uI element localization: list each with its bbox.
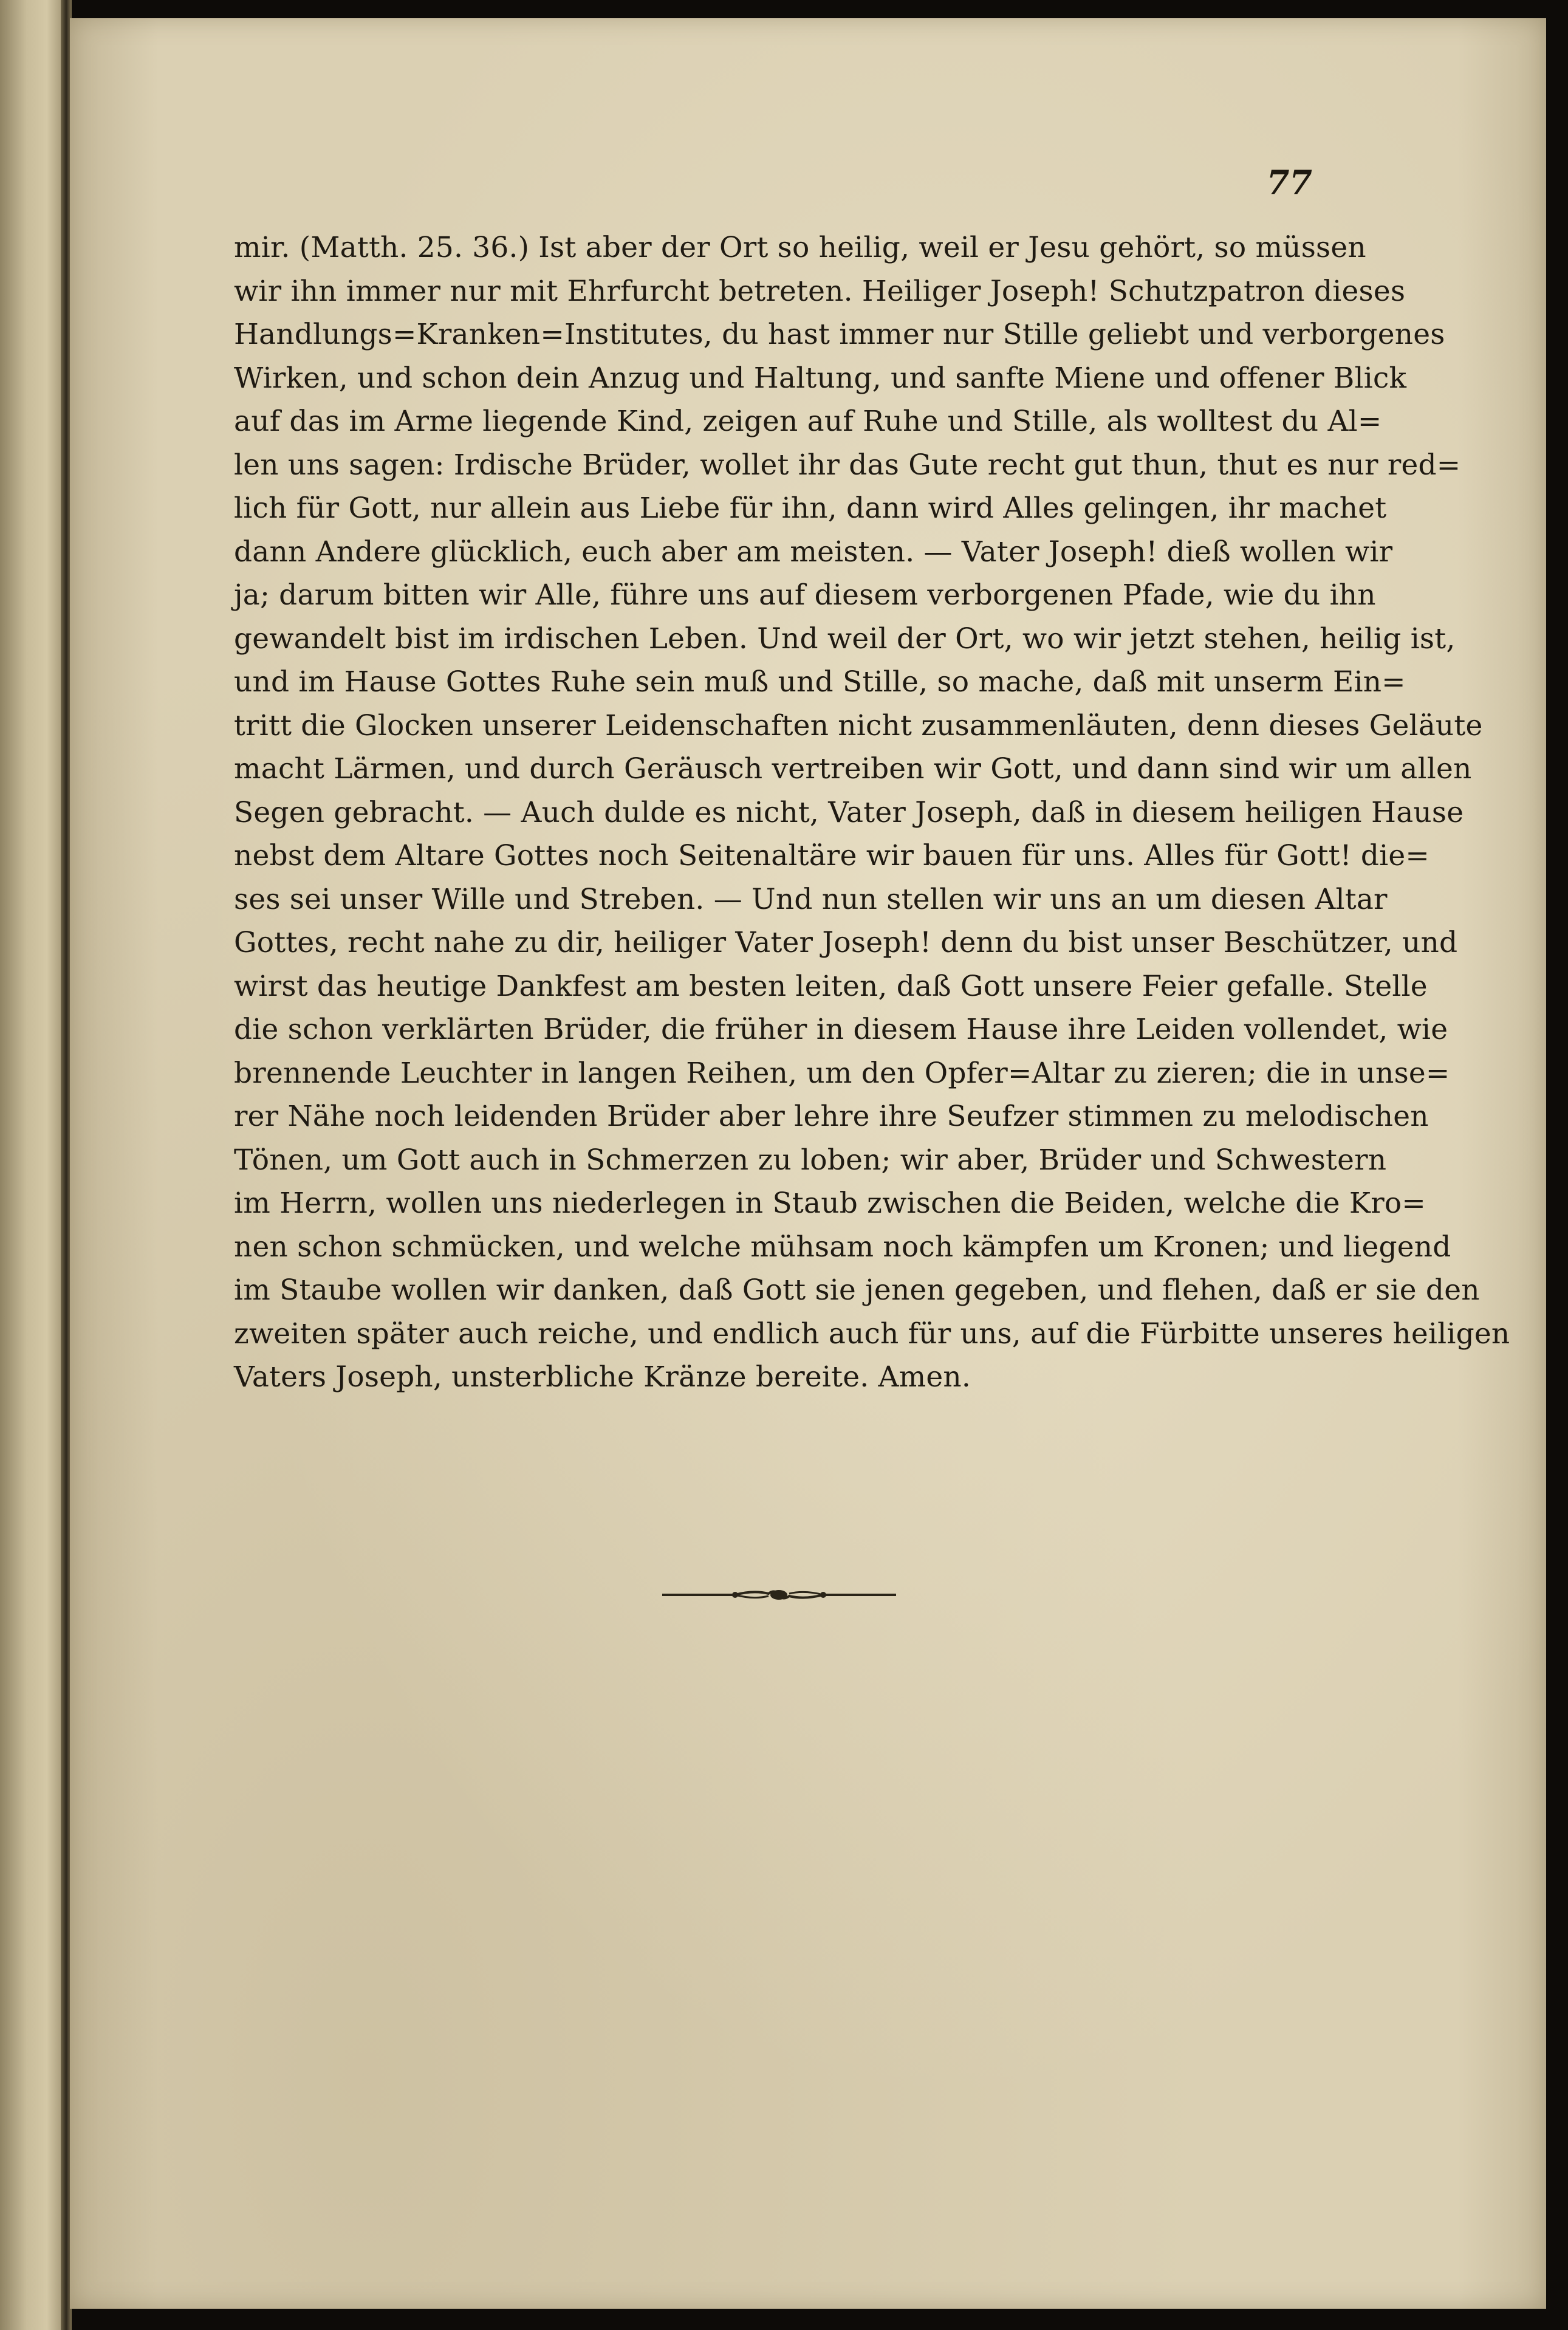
text-line: len uns sagen: Irdische Brüder, wollet ihr das Gute recht gut thun, thut es nur red= — [234, 448, 1461, 482]
left-page-edge — [0, 0, 67, 2330]
text-line: macht Lärmen, und durch Geräusch vertreiben wir Gott, und dann sind wir um allen — [234, 752, 1472, 786]
text-line: Gottes, recht nahe zu dir, heiliger Vater Joseph! denn du bist unser Beschützer, und — [234, 926, 1458, 959]
right-edge-shadow — [1546, 0, 1568, 2330]
text-line: auf das im Arme liegende Kind, zeigen auf Ruhe und Stille, als wolltest du Al= — [234, 405, 1382, 438]
text-line: Handlungs=Kranken=Institutes, du hast immer nur Stille geliebt und verborgenes — [234, 318, 1445, 351]
text-line: Vaters Joseph, unsterbliche Kränze bereite. Amen. — [234, 1360, 971, 1394]
end-ornament-icon — [662, 1583, 896, 1607]
text-line: zweiten später auch reiche, und endlich auch für uns, auf die Fürbitte unseres heiligen — [234, 1317, 1510, 1351]
text-line: nebst dem Altare Gottes noch Seitenaltäre wir bauen für uns. Alles für Gott! die= — [234, 839, 1430, 872]
text-line: die schon verklärten Brüder, die früher in diesem Hause ihre Leiden vollendet, wie — [234, 1013, 1448, 1046]
text-line: wir ihn immer nur mit Ehrfurcht betreten. Heiliger Joseph! Schutzpatron dieses — [234, 274, 1406, 308]
text-line: und im Hause Gottes Ruhe sein muß und Stille, so mache, daß mit unserm Ein= — [234, 665, 1406, 699]
text-line: mir. (Matth. 25. 36.) Ist aber der Ort so heilig, weil er Jesu gehört, so müssen — [234, 231, 1366, 264]
text-line: Segen gebracht. — Auch dulde es nicht, Vater Joseph, daß in diesem heiligen Hause — [234, 795, 1464, 829]
page-number: 77 — [1266, 163, 1312, 202]
text-line: ses sei unser Wille und Streben. — Und nun stellen wir uns an um diesen Altar — [234, 882, 1388, 916]
text-line: wirst das heutige Dankfest am besten leiten, daß Gott unsere Feier gefalle. Stelle — [234, 969, 1428, 1003]
text-line: dann Andere glücklich, euch aber am meisten. — Vater Joseph! dieß wollen wir — [234, 535, 1393, 569]
text-line: Tönen, um Gott auch in Schmerzen zu loben; wir aber, Brüder und Schwestern — [234, 1143, 1387, 1177]
text-line: tritt die Glocken unserer Leidenschaften nicht zusammenläuten, denn dieses Geläute — [234, 708, 1483, 742]
text-line: brennende Leuchter in langen Reihen, um den Opfer=Altar zu zieren; die in unse= — [234, 1056, 1450, 1090]
text-line: nen schon schmücken, und welche mühsam noch kämpfen um Kronen; und liegend — [234, 1230, 1451, 1264]
text-line: Wirken, und schon dein Anzug und Haltung, und sanfte Miene und offener Blick — [234, 361, 1407, 395]
text-line: lich für Gott, nur allein aus Liebe für ihn, dann wird Alles gelingen, ihr machet — [234, 492, 1387, 525]
text-line: rer Nähe noch leidenden Brüder aber lehre ihre Seufzer stimmen zu melodischen — [234, 1100, 1429, 1133]
text-line: im Staube wollen wir danken, daß Gott sie jenen gegeben, und flehen, daß er sie den — [234, 1273, 1480, 1307]
text-line: im Herrn, wollen uns niederlegen in Staub zwischen die Beiden, welche die Kro= — [234, 1187, 1426, 1220]
text-line: gewandelt bist im irdischen Leben. Und weil der Ort, wo wir jetzt stehen, heilig ist, — [234, 622, 1456, 656]
text-line: ja; darum bitten wir Alle, führe uns auf diesem verborgenen Pfade, wie du ihn — [234, 578, 1376, 612]
body-text — [234, 226, 1510, 1399]
